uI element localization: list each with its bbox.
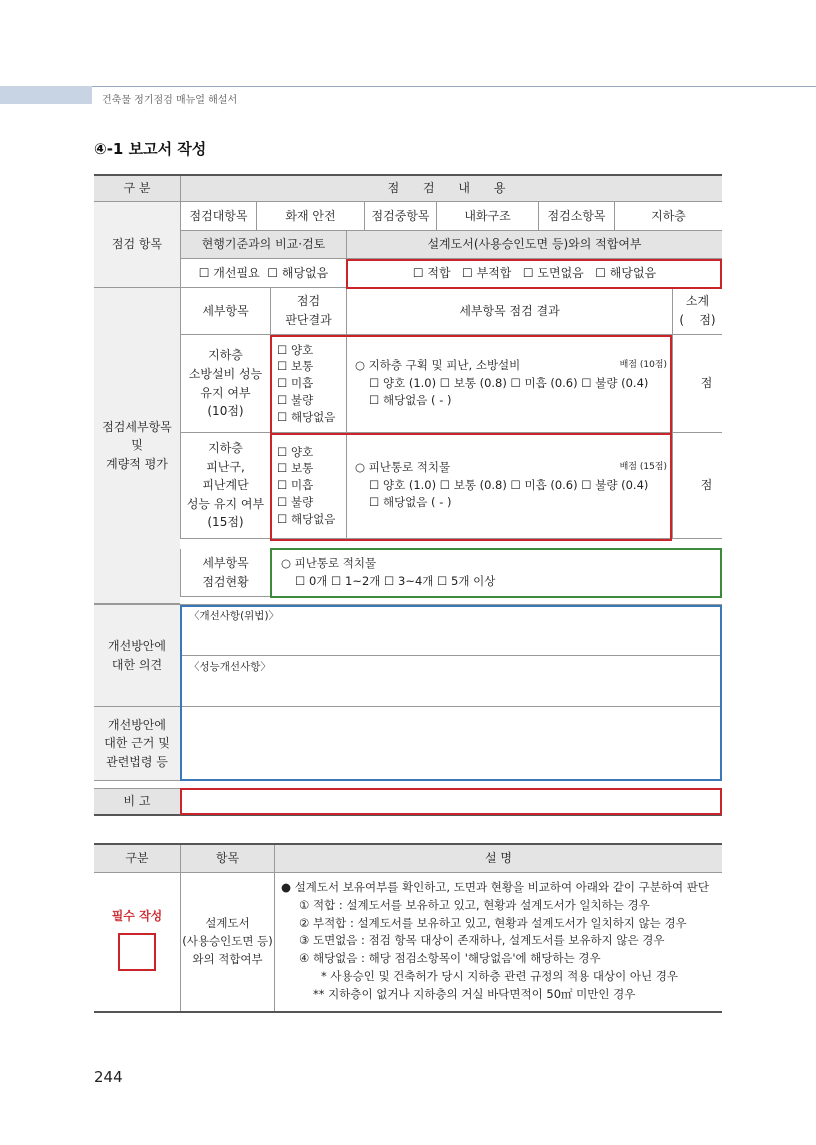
highlight-status — [270, 548, 722, 598]
status-label: 세부항목 점검현황 — [180, 549, 270, 597]
detail-section-label: 점검세부항목 및 계량적 평가 — [94, 288, 180, 604]
guide-head-category: 구분 — [94, 845, 180, 873]
required-label: 필수 작성 — [111, 908, 163, 923]
detail-row-1-result[interactable]: ○ 지하층 구획 및 피난, 소방설비 배점 (10점) ☐ 양호 (1.0) ☐ 보통 (0.8) ☐ 미흡 (0.6) ☐ 불량 (0.4) ☐ 해당없음 ( - ) — [346, 335, 672, 433]
remarks-label: 비 고 — [94, 788, 180, 816]
detail-head-subtotal: 소계 ( 점) — [672, 288, 722, 335]
improve-violation[interactable]: 〈개선사항(위법)〉 — [180, 605, 722, 656]
minor-value: 지하층 — [614, 202, 722, 231]
compare-options[interactable]: ☐ 개선필요 ☐ 해당없음 — [180, 259, 346, 288]
minor-label: 점검소항목 — [538, 202, 614, 231]
page-number: 244 — [94, 1068, 123, 1086]
guide-item-cell: 설계도서 (사용승인도면 등) 와의 적합여부 — [180, 873, 274, 1011]
design-doc-label: 설계도서(사용승인도면 등)와의 적합여부 — [346, 231, 722, 259]
guide-required-cell — [94, 873, 180, 1011]
middle-value: 내화구조 — [436, 202, 538, 231]
guide-table — [94, 843, 722, 1013]
improve-performance[interactable]: 〈성능개선사항〉 — [180, 656, 722, 707]
item-section-label: 점검 항목 — [94, 202, 180, 288]
status-content[interactable]: ○ 피난통로 적치물 ☐ 0개 ☐ 1~2개 ☐ 3~4개 ☐ 5개 이상 — [270, 549, 722, 597]
detail-row-1-name: 지하층 소방설비 성능 유지 여부 (10점) — [180, 335, 270, 433]
section-title: ④-1 보고서 작성 — [94, 140, 207, 158]
highlight-remarks — [180, 788, 722, 815]
major-label: 점검대항목 — [180, 202, 256, 231]
header-title: 건축물 정기점검 매뉴얼 해설서 — [102, 95, 238, 106]
improve-label: 개선방안에 대한 의견 — [94, 605, 180, 707]
detail-row-1-subtotal: 점 — [672, 335, 722, 433]
detail-row-2-subtotal: 점 — [672, 433, 722, 539]
detail-row-2-name: 지하층 피난구, 피난계단 성능 유지 여부 (15점) — [180, 433, 270, 539]
detail-head-subitem: 세부항목 — [180, 288, 270, 335]
highlight-improve — [180, 605, 722, 781]
middle-label: 점검중항목 — [364, 202, 436, 231]
highlight-detail-results — [270, 335, 672, 541]
major-value: 화재 안전 — [256, 202, 364, 231]
guide-head-desc: 설 명 — [274, 845, 722, 873]
header-rule — [92, 86, 816, 87]
basis-label: 개선방안에 대한 근거 및 관련법령 등 — [94, 707, 180, 781]
detail-row-2-result[interactable]: ○ 피난통로 적치물 배점 (15점) ☐ 양호 (1.0) ☐ 보통 (0.8) ☐ 미흡 (0.6) ☐ 불량 (0.4) ☐ 해당없음 ( - ) — [346, 433, 672, 539]
head-label: 구 분 — [94, 176, 180, 202]
detail-row-1-judge[interactable]: ☐ 양호 ☐ 보통 ☐ 미흡 ☐ 불량 ☐ 해당없음 — [270, 335, 346, 433]
guide-desc-cell: ● 설계도서 보유여부를 확인하고, 도면과 현황을 비교하여 아래와 같이 구분하여 판단 ① 적합 : 설계도서를 보유하고 있고, 현황과 설계도서가 일치하는 경우 ② 부적합 : 설계도서를 보유하고 있고, 현황과 설계도서가 일치하지 않는 경우 ③ 도면없음 : 점검 항목 대상이 존재하나, 설계도서를 보유하지 않은 경우 ④ 해당없음 : 해당 점검소항목이 '해당없음'에 해당하는 경우 * 사용승인 및 건축허가 당시 지하층 관련 규정의 적용 대상이 아닌 경우 ** 지하층이 없거나 지하층의 거실 바닥면적이 50㎡ 미만인 경우 — [274, 873, 722, 1011]
head-content: 점 검 내 용 — [180, 176, 722, 202]
highlight-detail-divider — [270, 433, 672, 435]
guide-head-item: 항목 — [180, 845, 274, 873]
highlight-design-doc-options — [346, 259, 722, 289]
compare-label: 현행기준과의 비교·검토 — [180, 231, 346, 259]
detail-row-2-judge[interactable]: ☐ 양호 ☐ 보통 ☐ 미흡 ☐ 불량 ☐ 해당없음 — [270, 433, 346, 539]
detail-head-judgement: 점검 판단결과 — [270, 288, 346, 335]
design-doc-options[interactable]: ☐ 적합 ☐ 부적합 ☐ 도면없음 ☐ 해당없음 — [346, 259, 722, 288]
header-band — [0, 86, 92, 104]
required-mark-box — [118, 933, 156, 971]
detail-head-result: 세부항목 점검 결과 — [346, 288, 672, 335]
